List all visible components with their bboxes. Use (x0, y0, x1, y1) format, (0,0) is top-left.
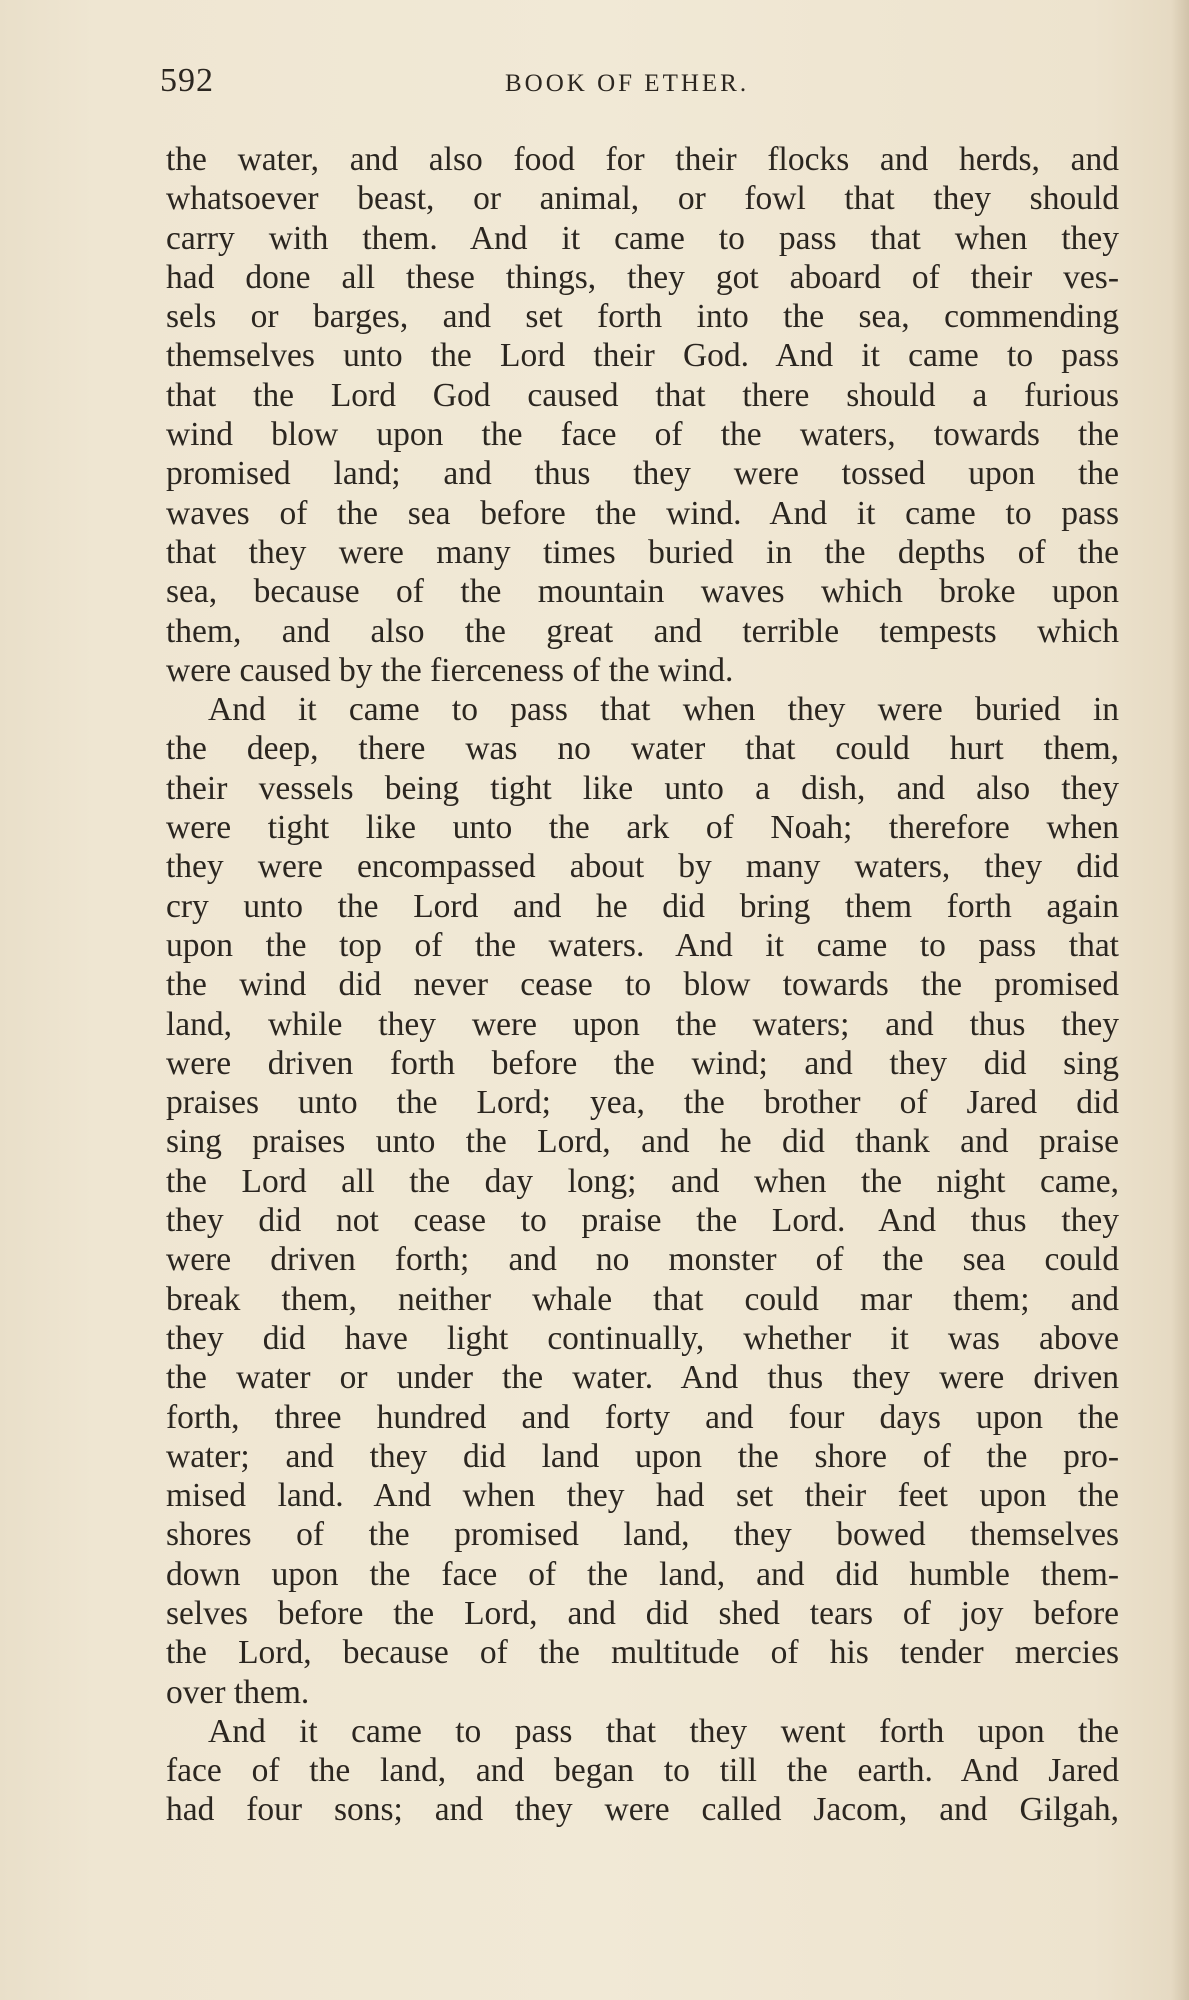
text-line: sing praises unto the Lord, and he did thank and praise (166, 1123, 1119, 1161)
text-line: were driven forth; and no monster of the sea could (166, 1241, 1119, 1279)
text-line: land, while they were upon the waters; and thus they (166, 1005, 1119, 1043)
text-line: praises unto the Lord; yea, the brother of Jared did (166, 1084, 1119, 1122)
paragraph-end-line: over them. (166, 1673, 310, 1711)
page-number: 592 (160, 62, 214, 99)
text-line: had done all these things, they got aboard of their ves- (166, 258, 1119, 296)
text-line: selves before the Lord, and did shed tears of joy before (166, 1594, 1119, 1632)
text-line: the wind did never cease to blow towards the promised (166, 966, 1119, 1004)
text-line: themselves unto the Lord their God. And it came to pass (166, 337, 1119, 375)
text-line: forth, three hundred and forty and four days upon the (166, 1398, 1119, 1436)
text-line: sels or barges, and set forth into the sea, commending (166, 298, 1119, 336)
text-line: water; and they did land upon the shore of the pro- (166, 1437, 1119, 1475)
text-line: they did not cease to praise the Lord. And thus they (166, 1202, 1119, 1240)
text-line: them, and also the great and terrible tempests which (166, 612, 1119, 650)
paragraph-end-line: were caused by the fierceness of the wind. (166, 651, 734, 689)
text-line: the deep, there was no water that could hurt them, (166, 730, 1119, 768)
text-line: that they were many times buried in the depths of the (166, 533, 1119, 571)
text-line: shores of the promised land, they bowed themselves (166, 1516, 1119, 1554)
text-line: down upon the face of the land, and did humble them- (166, 1555, 1119, 1593)
text-line: wind blow upon the face of the waters, towards the (166, 416, 1119, 454)
text-line: they were encompassed about by many waters, they did (166, 848, 1119, 886)
text-line: had four sons; and they were called Jacom, and Gilgah, (166, 1791, 1119, 1829)
text-line: mised land. And when they had set their feet upon the (166, 1477, 1119, 1515)
text-line: the Lord all the day long; and when the night came, (166, 1162, 1119, 1200)
text-line: face of the land, and began to till the earth. And Jared (166, 1752, 1119, 1790)
paragraph-start-line: And it came to pass that they went forth upon the (208, 1712, 1119, 1750)
text-line: break them, neither whale that could mar them; and (166, 1280, 1119, 1318)
text-line: were driven forth before the wind; and they did sing (166, 1044, 1119, 1082)
text-line: the Lord, because of the multitude of his tender mercies (166, 1634, 1119, 1672)
text-line: upon the top of the waters. And it came to pass that (166, 926, 1119, 964)
text-line: promised land; and thus they were tossed upon the (166, 455, 1119, 493)
text-line: carry with them. And it came to pass that when they (166, 219, 1119, 257)
text-line: their vessels being tight like unto a dish, and also they (166, 769, 1119, 807)
text-line: the water, and also food for their flocks and herds, and (166, 141, 1119, 178)
text-line: the water or under the water. And thus they were driven (166, 1359, 1119, 1397)
page-header (160, 62, 1120, 112)
running-head: BOOK OF ETHER. (505, 70, 750, 97)
paragraph-start-line: And it came to pass that when they were buried in (208, 691, 1119, 729)
text-line: cry unto the Lord and he did bring them forth again (166, 887, 1119, 925)
text-line: waves of the sea before the wind. And it came to pass (166, 494, 1119, 532)
text-line: they did have light continually, whether it was above (166, 1319, 1119, 1357)
text-line: sea, because of the mountain waves which broke upon (166, 573, 1119, 611)
body-text (166, 140, 1119, 1830)
text-line: were tight like unto the ark of Noah; therefore when (166, 809, 1119, 847)
text-line: whatsoever beast, or animal, or fowl that they should (166, 180, 1119, 218)
text-line: that the Lord God caused that there should a furious (166, 376, 1119, 414)
